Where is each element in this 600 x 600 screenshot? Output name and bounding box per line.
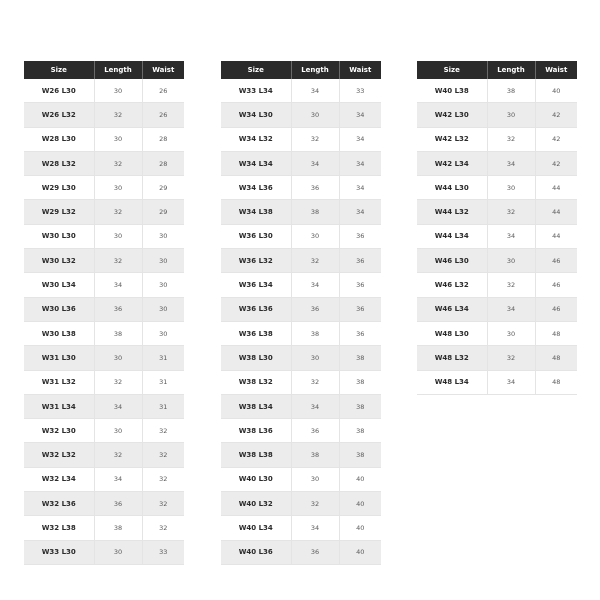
size-chart-table-3 [417,61,577,395]
length-cell: 38 [291,443,339,467]
length-cell: 34 [291,151,339,175]
table-header [417,61,577,79]
size-column-header: Size [24,61,94,79]
size-cell: W44 L32 [417,200,487,224]
size-column-header: Size [221,61,291,79]
waist-cell: 30 [142,321,184,345]
size-cell: W34 L30 [221,103,291,127]
length-cell: 30 [487,176,535,200]
size-cell: W29 L32 [24,200,94,224]
size-cell: W30 L30 [24,224,94,248]
length-cell: 32 [291,127,339,151]
length-cell: 34 [487,370,535,394]
size-cell: W34 L36 [221,176,291,200]
size-cell: W48 L32 [417,346,487,370]
table-row [24,297,184,321]
waist-cell: 36 [339,249,381,273]
size-cell: W46 L32 [417,273,487,297]
length-cell: 30 [94,540,142,564]
waist-cell: 31 [142,346,184,370]
size-cell: W36 L36 [221,297,291,321]
table-row [417,370,577,394]
table-row [24,346,184,370]
length-cell: 34 [291,516,339,540]
table-row [24,103,184,127]
table-row [417,79,577,103]
length-cell: 34 [94,273,142,297]
waist-cell: 42 [535,151,577,175]
size-cell: W40 L32 [221,492,291,516]
waist-cell: 32 [142,443,184,467]
length-cell: 38 [94,321,142,345]
table-row [24,516,184,540]
length-cell: 32 [94,151,142,175]
size-cell: W38 L38 [221,443,291,467]
size-cell: W34 L32 [221,127,291,151]
table-row [417,297,577,321]
header-row [417,61,577,79]
table-row [221,443,381,467]
table-row [24,151,184,175]
length-cell: 30 [291,346,339,370]
waist-cell: 36 [339,321,381,345]
size-cell: W40 L30 [221,467,291,491]
size-cell: W38 L36 [221,419,291,443]
size-cell: W46 L30 [417,249,487,273]
size-cell: W29 L30 [24,176,94,200]
table-row [221,394,381,418]
waist-cell: 32 [142,419,184,443]
size-cell: W31 L32 [24,370,94,394]
waist-column-header: Waist [339,61,381,79]
size-cell: W28 L32 [24,151,94,175]
size-cell: W34 L34 [221,151,291,175]
waist-cell: 36 [339,297,381,321]
size-cell: W40 L38 [417,79,487,103]
waist-cell: 40 [339,467,381,491]
waist-cell: 38 [339,419,381,443]
size-column-header: Size [417,61,487,79]
waist-cell: 48 [535,370,577,394]
length-cell: 30 [94,127,142,151]
waist-cell: 44 [535,176,577,200]
table-row [221,200,381,224]
length-cell: 30 [94,176,142,200]
waist-cell: 42 [535,103,577,127]
length-cell: 34 [487,151,535,175]
table-header [24,61,184,79]
waist-cell: 32 [142,492,184,516]
length-cell: 34 [291,79,339,103]
size-cell: W42 L30 [417,103,487,127]
waist-cell: 42 [535,127,577,151]
size-cell: W26 L32 [24,103,94,127]
length-cell: 30 [94,224,142,248]
length-cell: 38 [94,516,142,540]
waist-cell: 46 [535,297,577,321]
table-row [24,492,184,516]
header-row [221,61,381,79]
length-cell: 30 [94,346,142,370]
size-chart-table-2 [221,61,381,565]
waist-cell: 31 [142,370,184,394]
waist-cell: 38 [339,346,381,370]
table-row [24,127,184,151]
table-body [417,79,577,394]
waist-cell: 40 [339,492,381,516]
size-cell: W48 L34 [417,370,487,394]
size-cell: W30 L32 [24,249,94,273]
length-cell: 32 [291,370,339,394]
size-cell: W26 L30 [24,79,94,103]
length-cell: 32 [487,273,535,297]
table-row [24,540,184,564]
waist-column-header: Waist [535,61,577,79]
length-cell: 34 [291,273,339,297]
waist-cell: 38 [339,394,381,418]
table-row [417,273,577,297]
length-cell: 36 [291,419,339,443]
length-cell: 38 [291,200,339,224]
table-row [417,151,577,175]
table-row [24,200,184,224]
length-cell: 32 [291,249,339,273]
table-body [221,79,381,564]
table-row [221,151,381,175]
waist-cell: 34 [339,176,381,200]
length-cell: 32 [94,200,142,224]
waist-cell: 46 [535,273,577,297]
waist-cell: 40 [339,540,381,564]
waist-cell: 28 [142,151,184,175]
length-cell: 30 [94,419,142,443]
size-cell: W36 L32 [221,249,291,273]
table-row [24,79,184,103]
size-cell: W42 L34 [417,151,487,175]
waist-cell: 33 [142,540,184,564]
length-cell: 36 [291,176,339,200]
table-row [417,103,577,127]
length-column-header: Length [94,61,142,79]
waist-cell: 46 [535,249,577,273]
length-cell: 32 [94,443,142,467]
length-cell: 32 [94,370,142,394]
table-row [417,224,577,248]
table-row [221,467,381,491]
length-cell: 36 [94,492,142,516]
size-cell: W40 L34 [221,516,291,540]
length-cell: 30 [291,467,339,491]
waist-cell: 48 [535,321,577,345]
size-cell: W31 L34 [24,394,94,418]
waist-cell: 26 [142,79,184,103]
length-cell: 32 [94,249,142,273]
waist-cell: 33 [339,79,381,103]
table-row [24,273,184,297]
size-cell: W32 L30 [24,419,94,443]
waist-cell: 40 [535,79,577,103]
length-cell: 30 [94,79,142,103]
table-row [221,79,381,103]
table-row [221,492,381,516]
waist-cell: 36 [339,273,381,297]
length-cell: 34 [487,224,535,248]
waist-column-header: Waist [142,61,184,79]
table-row [417,176,577,200]
table-row [24,443,184,467]
length-column-header: Length [291,61,339,79]
size-cell: W28 L30 [24,127,94,151]
length-cell: 34 [487,297,535,321]
table-row [24,370,184,394]
length-cell: 32 [487,127,535,151]
size-cell: W32 L34 [24,467,94,491]
table-row [417,200,577,224]
waist-cell: 30 [142,297,184,321]
size-cell: W31 L30 [24,346,94,370]
table-row [221,127,381,151]
size-cell: W38 L34 [221,394,291,418]
length-column-header: Length [487,61,535,79]
length-cell: 32 [487,200,535,224]
table-row [24,224,184,248]
length-cell: 30 [487,249,535,273]
table-row [221,321,381,345]
length-cell: 32 [94,103,142,127]
table-row [24,321,184,345]
size-cell: W32 L36 [24,492,94,516]
length-cell: 38 [291,321,339,345]
table-row [24,467,184,491]
table-row [221,297,381,321]
length-cell: 34 [94,467,142,491]
table-row [417,127,577,151]
waist-cell: 34 [339,127,381,151]
waist-cell: 44 [535,224,577,248]
table-row [24,419,184,443]
waist-cell: 40 [339,516,381,540]
waist-cell: 30 [142,273,184,297]
waist-cell: 38 [339,443,381,467]
table-row [221,370,381,394]
size-cell: W33 L30 [24,540,94,564]
table-row [417,321,577,345]
waist-cell: 32 [142,467,184,491]
table-row [221,419,381,443]
size-cell: W42 L32 [417,127,487,151]
length-cell: 32 [291,492,339,516]
table-row [221,273,381,297]
length-cell: 34 [291,394,339,418]
size-cell: W33 L34 [221,79,291,103]
size-cell: W32 L32 [24,443,94,467]
length-cell: 32 [487,346,535,370]
size-cell: W30 L36 [24,297,94,321]
waist-cell: 29 [142,176,184,200]
waist-cell: 29 [142,200,184,224]
size-cell: W44 L34 [417,224,487,248]
table-row [24,176,184,200]
length-cell: 30 [291,224,339,248]
waist-cell: 32 [142,516,184,540]
size-cell: W30 L38 [24,321,94,345]
table-row [221,346,381,370]
size-cell: W40 L36 [221,540,291,564]
length-cell: 30 [487,103,535,127]
table-body [24,79,184,564]
length-cell: 30 [291,103,339,127]
table-row [24,249,184,273]
size-cell: W38 L32 [221,370,291,394]
table-row [417,249,577,273]
table-row [221,103,381,127]
length-cell: 34 [94,394,142,418]
waist-cell: 34 [339,200,381,224]
size-cell: W34 L38 [221,200,291,224]
size-cell: W48 L30 [417,321,487,345]
size-cell: W44 L30 [417,176,487,200]
waist-cell: 34 [339,103,381,127]
table-row [221,249,381,273]
waist-cell: 44 [535,200,577,224]
table-row [221,516,381,540]
size-cell: W36 L34 [221,273,291,297]
waist-cell: 34 [339,151,381,175]
waist-cell: 38 [339,370,381,394]
waist-cell: 30 [142,249,184,273]
size-cell: W46 L34 [417,297,487,321]
length-cell: 30 [487,321,535,345]
size-chart-table-1 [24,61,184,565]
waist-cell: 48 [535,346,577,370]
size-cell: W32 L38 [24,516,94,540]
table-row [221,176,381,200]
waist-cell: 31 [142,394,184,418]
size-cell: W30 L34 [24,273,94,297]
length-cell: 38 [487,79,535,103]
waist-cell: 36 [339,224,381,248]
table-row [221,540,381,564]
waist-cell: 28 [142,127,184,151]
table-row [24,394,184,418]
waist-cell: 26 [142,103,184,127]
length-cell: 36 [291,297,339,321]
size-cell: W36 L30 [221,224,291,248]
size-cell: W36 L38 [221,321,291,345]
size-cell: W38 L30 [221,346,291,370]
waist-cell: 30 [142,224,184,248]
length-cell: 36 [291,540,339,564]
header-row [24,61,184,79]
table-row [221,224,381,248]
length-cell: 36 [94,297,142,321]
table-row [417,346,577,370]
table-header [221,61,381,79]
